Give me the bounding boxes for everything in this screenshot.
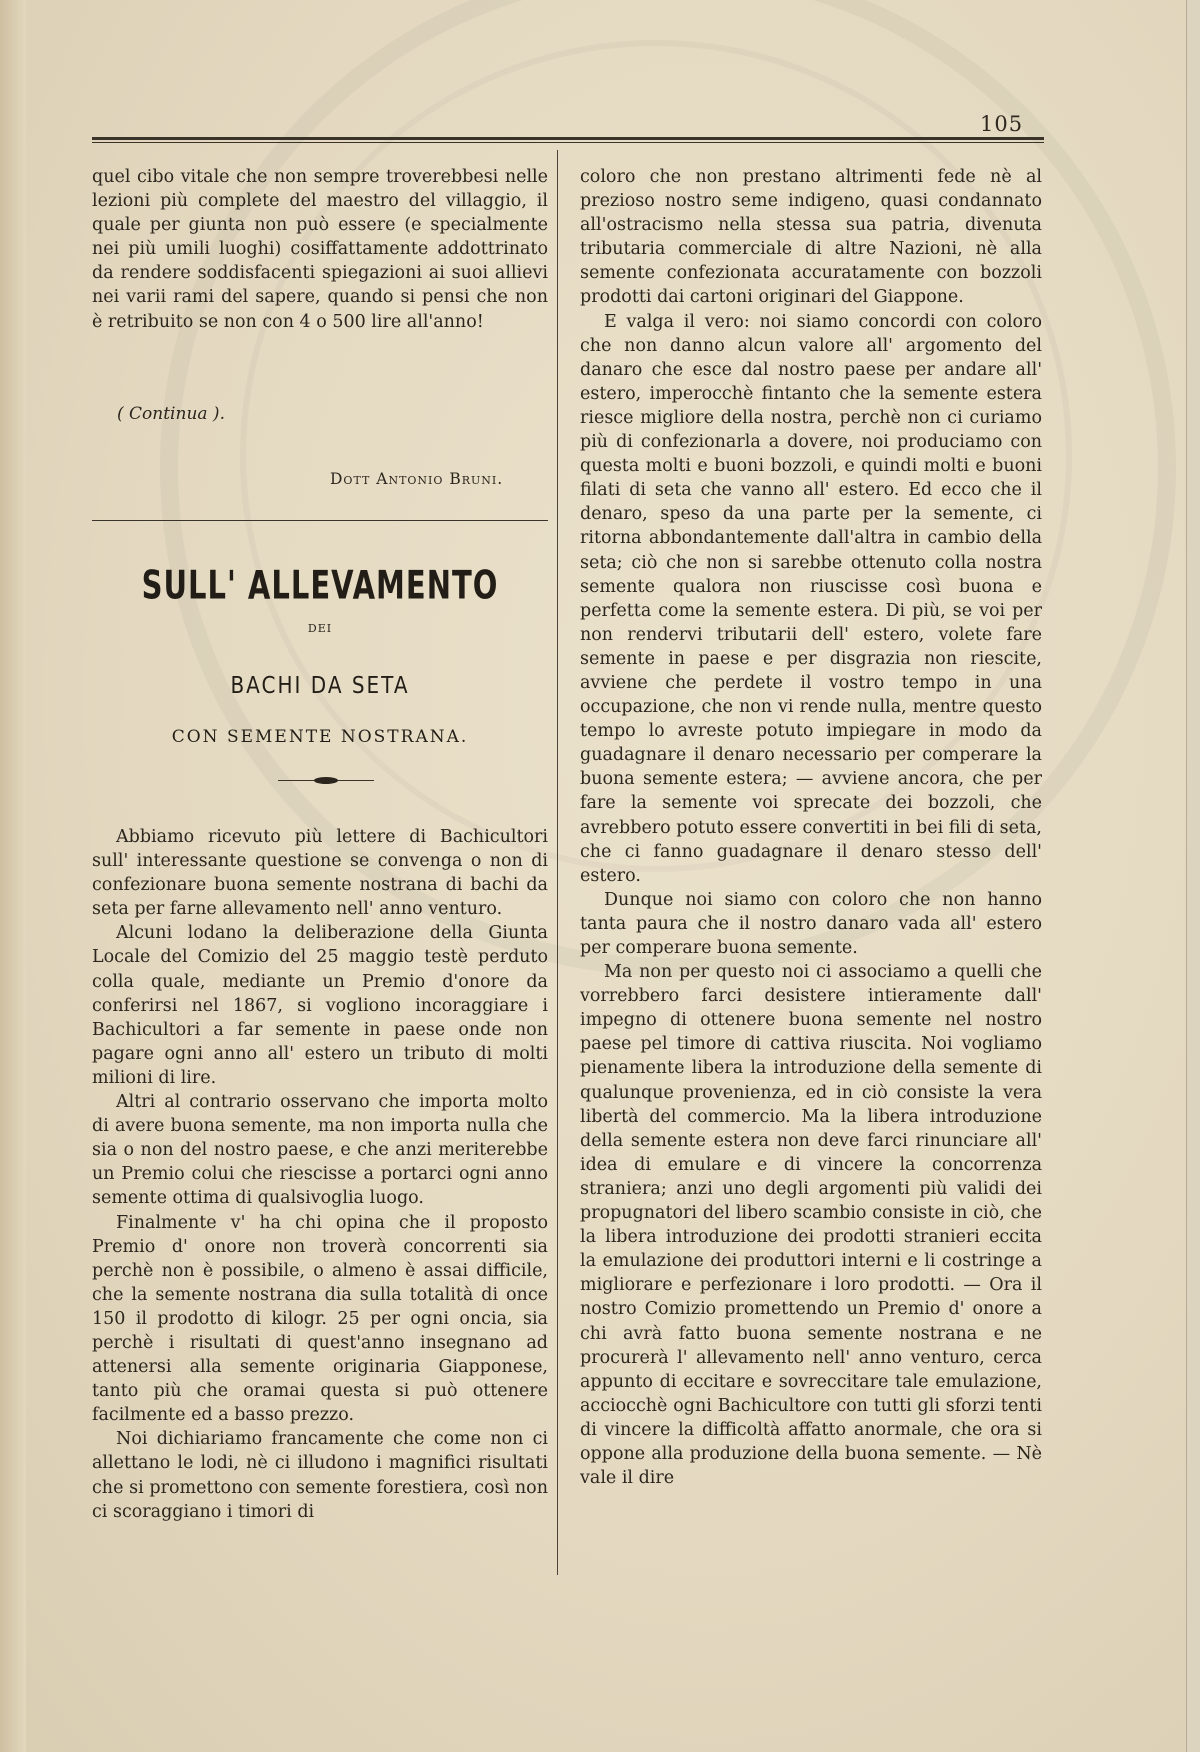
article-paragraph: Ma non per questo noi ci associamo a quelli che vorrebbero farci desistere intieramente dall' impegno di ottenere buona semente nel nostro paese pel timore di cattiva riuscita. Noi vogliamo pienamente libera la introduzione della semente di qualunque provenienza, ed in ciò consiste la vera libertà del commercio. Ma la libera introduzione della semente estera non deve farci rinunciare all' idea di emulare e di vincere la concorrenza straniera; anzi uno degli argomenti più validi dei propugnatori del libero scambio consiste in ciò, che la libera introduzione dei prodotti stranieri eccita la emulazione dei produttori interni e li costringe a migliorare e perfezionare i loro prodotti. — Ora il nostro Comizio promettendo un Premio d' onore a chi avrà fatto buona semente nostrana e ne procurerà l' allevamento nell' anno venturo, cerca appunto di eccitare e sovreccitare tale emulazione, acciocchè ogni Bachicultore con tutti gli sforzi tenti di vincere la difficoltà affatto anormale, che ora si oppone alla produzione della buona semente. — Nè vale il dire [580, 962, 1042, 1489]
article-separator-rule [92, 520, 548, 521]
article-subtitle-secondary: CON SEMENTE NOSTRANA. [171, 727, 469, 747]
right-column-article [580, 165, 1042, 1490]
article-paragraph: Finalmente v' ha chi opina che il proposto Premio d' onore non troverà concorrenti sia perchè non è possibile, o almeno è assai difficile, che la semente nostrana dia sulla totalità di once 150 il prodotto di kilogr. 25 per ogni oncia, sia perchè i risultati di quest'anno insegnano ad attenersi alla semente originaria Giapponese, tanto più che oramai questa si può ottenere facilmente ed a basso prezzo. [92, 1212, 548, 1426]
left-column-article [92, 825, 548, 1524]
header-rule-thick [92, 137, 1044, 140]
article-title-connector: DEI [307, 622, 333, 635]
continua-note: ( Continua ). [117, 404, 225, 424]
article-paragraph: Alcuni lodano la deliberazione della Giunta Locale del Comizio del 25 maggio testè perduto colla quale, mediante un Premio d'onore da conferirsi nel 1867, si vogliono incoraggiare i Bachicultori a far semente in paese onde non pagare ogni anno all' estero un tributo di molti milioni di lire. [92, 923, 548, 1088]
author-signature: Dott Antonio Bruni. [330, 470, 504, 488]
article-paragraph: Abbiamo ricevuto più lettere di Bachicultori sull' interessante questione se convenga o non di confezionare buona semente nostrana di bachi da seta per farne allevamento nell' anno venturo. [92, 827, 548, 920]
article-title: SULL' ALLEVAMENTO [141, 562, 499, 608]
article-paragraph: Noi dichiariamo francamente che come non ci allettano le lodi, nè ci illudono i magnifici risultati che si promettono con semente forestiera, così non ci scoraggiano i timori di [92, 1429, 548, 1522]
page-spine-shadow [0, 0, 26, 1752]
article-paragraph: Dunque noi siamo con coloro che non hanno tanta paura che il nostro danaro vada all' estero per comperare buona semente. [580, 889, 1042, 958]
article-paragraph: coloro che non prestano altrimenti fede nè al prezioso nostro seme indigeno, quasi condannato all'ostracismo nella stessa sua patria, divenuta tributaria commerciale di altre Nazioni, nè alla semente confezionata accuratamente con bozzoli prodotti dai cartoni originari del Giappone. [580, 167, 1042, 308]
page-edge [1186, 0, 1200, 1752]
ornament-center [314, 777, 338, 784]
left-column-continuation [92, 165, 548, 334]
header-rule-thin [92, 142, 1044, 143]
title-ornament [278, 776, 374, 786]
article-subtitle: BACHI DA SETA [230, 671, 410, 699]
article-paragraph: Altri al contrario osservano che importa molto di avere buona semente, ma non importa nulla che sia o non del nostro paese, e che anzi meriterebbe un Premio colui che riescisse a portarci ogni anno semente ottima di qualsivoglia luogo. [92, 1092, 548, 1209]
page-number: 105 [980, 112, 1024, 136]
article-paragraph: E valga il vero: noi siamo concordi con coloro che non danno alcun valore all' argomento del danaro che esce dal nostro paese per andare all' estero, imperocchè fintanto che la semente estera riesce migliore della nostra, perchè non ci curiamo più di confezionarla a dovere, noi produciamo con questa molti e buoni bozzoli, e quindi molti e buoni filati di seta che vanno all' estero. Ed ecco che il denaro, speso da una parte per la semente, ci ritorna abbondantemente dall'altra in cambio della seta; ciò che non si sarebbe ottenuto colla nostra semente qualora non riuscisse così buona e perfetta come la semente estera. Di più, se voi per non rendervi tributarii dell' estero, volete fare semente in paese e per disgrazia non riescite, avviene che perdete il vostro tempo in una occupazione, che non vi rende nulla, mentre questo tempo lo avreste potuto impiegare in modo da guadagnare il denaro necessario per comperare la buona semente estera; — avviene ancora, che per fare la semente voi sprecate dei bozzoli, che avrebbero potuto essere convertiti in bei fili di seta, che ci fanno guadagnare il denaro stesso dell' estero. [580, 311, 1042, 886]
continuation-paragraph: quel cibo vitale che non sempre troverebbesi nelle lezioni più complete del maestro del villaggio, il quale per giunta non può essere (e specialmente nei più umili luoghi) cosiffattamente addottrinato da rendere soddisfacenti spiegazioni ai suoi allievi nei varii rami del sapere, quando si pensi che non è retribuito se non con 4 o 500 lire all'anno! [92, 167, 548, 332]
column-divider [557, 150, 558, 1575]
